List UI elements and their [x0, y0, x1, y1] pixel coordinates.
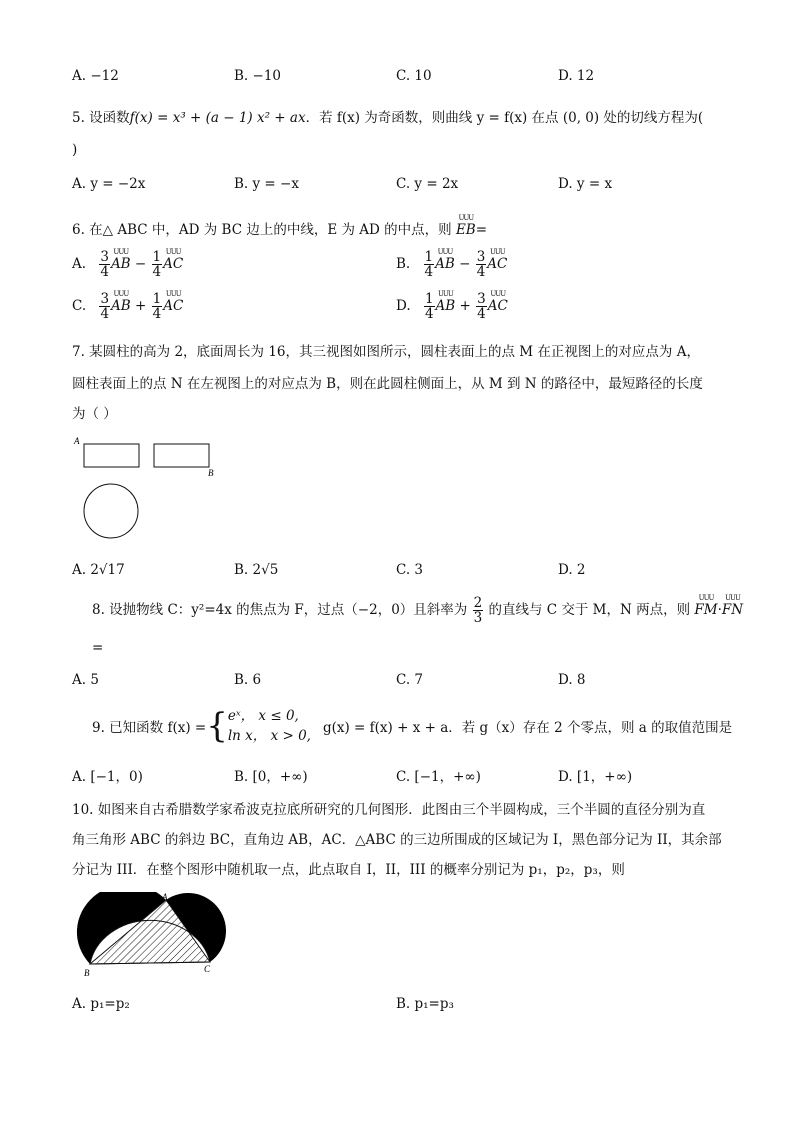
q9-option-d: D. [1，+∞): [558, 769, 633, 785]
q5-function: f(x) = x³ + (a − 1) x² + ax: [129, 110, 306, 126]
q8-option-d: D. 8: [558, 672, 586, 688]
q10-option-b: B. p₁=p₃: [396, 996, 454, 1012]
q8-stem: 8. 设抛物线 C：y²=4x 的焦点为 F，过点（−2，0）且斜率为 $\frac{2}{3}$ 的直线与 C 交于 M，N 两点，则 UUU FM· UUU FN: [92, 594, 744, 626]
q4-option-a: A. −12: [72, 68, 119, 84]
q7-line-1: 7. 某圆柱的高为 2，底面周长为 16，其三视图如图所示，圆柱表面上的点 M 在正视图上的对应点为 A，: [72, 344, 700, 360]
q6-stem-tail: =: [475, 222, 488, 238]
point-b-label: B: [208, 468, 214, 478]
q9-case-1: eˣ， x ≤ 0,: [227, 708, 299, 724]
q6-option-b: B. $\frac{1}{4}$ UUU AB − $\frac{3}{4}$ UUU AC: [396, 248, 508, 280]
q8-vector-fn: UUU FN: [721, 594, 744, 618]
q7-option-c: C. 3: [396, 562, 424, 578]
q6-option-a: A. $\frac{3}{4}$ UUU AB − $\frac{1}{4}$ UUU AC: [72, 248, 184, 280]
q8-vector-fm: UUU FM: [694, 594, 718, 618]
q5-stem-middle: ．若 f(x) 为奇函数，则曲线 y = f(x) 在点 (0, 0) 处的切线方程为(: [305, 110, 704, 126]
top-view-circle: [84, 484, 138, 538]
q9-stem: 9. 已知函数 f(x) = { eˣ， x ≤ 0, ln x， x > 0, g(x) = f(x) + x + a．若 g（x）存在 2 个零点，则 a 的取值范围是: [92, 706, 733, 746]
q6-target-vector: UUU EB: [455, 214, 476, 238]
front-view-rect: [84, 444, 139, 467]
q10-line-2: 角三角形 ABC 的斜边 BC，直角边 AB，AC．△ABC 的三边所围成的区域记为 I，黑色部分记为 II，其余部: [72, 832, 722, 848]
q10-hippocrates-figure: [76, 892, 246, 984]
q7-option-a: A. 2√17: [72, 562, 125, 578]
q5-stem-start: 5. 设函数: [72, 110, 130, 126]
q7-line-3: 为（ ）: [72, 406, 117, 422]
q4-option-b: B. −10: [234, 68, 281, 84]
q9-case-2: ln x， x > 0,: [227, 728, 311, 744]
q8-slope-fraction: $\frac{2}{3}$: [473, 595, 483, 626]
q8-option-c: C. 7: [396, 672, 424, 688]
point-a-label: A: [74, 436, 80, 446]
q5-option-d: D. y = x: [558, 176, 613, 192]
q9-brace: {: [206, 706, 228, 746]
q7-option-d: D. 2: [558, 562, 586, 578]
q6-stem-text: 6. 在△ ABC 中，AD 为 BC 边上的中线，E 为 AD 的中点，则: [72, 222, 452, 238]
q9-option-b: B. [0，+∞): [234, 769, 308, 785]
q9-option-c: C. [−1，+∞): [396, 769, 481, 785]
q4-option-d: D. 12: [558, 68, 595, 84]
q7-three-view-figure: [70, 432, 230, 542]
q5-option-b: B. y = −x: [234, 176, 299, 192]
q6-stem: [72, 214, 488, 238]
q6-option-c: C. $\frac{3}{4}$ UUU AB + $\frac{1}{4}$ UUU AC: [72, 290, 184, 322]
vertex-c-label: C: [204, 964, 211, 974]
vector-arrow-icon: UUU: [458, 214, 474, 222]
q8-option-b: B. 6: [234, 672, 262, 688]
q10-line-3: 分记为 III．在整个图形中随机取一点，此点取自 I，II，III 的概率分别记为 p₁，p₂，p₃，则: [72, 862, 625, 878]
side-view-rect: [154, 444, 209, 467]
q8-option-a: A. 5: [72, 672, 99, 688]
q10-line-1: 10. 如图来自古希腊数学家希波克拉底所研究的几何图形．此图由三个半圆构成，三个半圆的直径分别为直: [72, 802, 706, 818]
q7-line-2: 圆柱表面上的点 N 在左视图上的对应点为 B，则在此圆柱侧面上，从 M 到 N 的路径中，最短路径的长度: [72, 376, 703, 392]
q5-stem-end: ): [72, 142, 78, 158]
q8-equals: =: [92, 640, 104, 656]
q5-option-a: A. y = −2x: [72, 176, 146, 192]
q4-option-c: C. 10: [396, 68, 432, 84]
q5-stem: [72, 106, 703, 126]
vertex-a-label: A: [162, 892, 168, 902]
q6-option-d: D. $\frac{1}{4}$ UUU AB + $\frac{3}{4}$ UUU AC: [396, 290, 508, 322]
vertex-b-label: B: [84, 968, 90, 978]
q7-option-b: B. 2√5: [234, 562, 279, 578]
q5-option-c: C. y = 2x: [396, 176, 459, 192]
q9-option-a: A. [−1，0): [72, 769, 143, 785]
q10-option-a: A. p₁=p₂: [72, 996, 130, 1012]
